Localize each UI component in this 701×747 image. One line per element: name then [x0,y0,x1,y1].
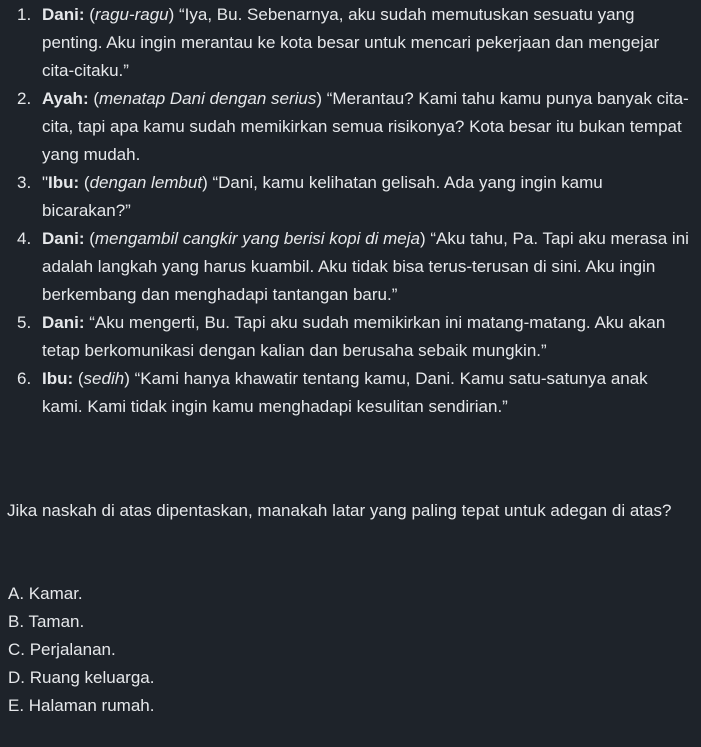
dialogue-text: “Merantau? Kami tahu kamu punya banyak cita-cita, tapi apa kamu sudah memikirkan semua risikonya? Kota besar itu bukan tempat yang mudah. [42,89,689,164]
option-d[interactable]: D. Ruang keluarga. [8,668,155,687]
dialogue-text: “Iya, Bu. Sebenarnya, aku sudah memutuskan sesuatu yang penting. Aku ingin merantau ke kota besar untuk mencari pekerjaan dan mengejar cita-citaku.” [42,5,660,80]
stage-direction: mengambil cangkir yang berisi kopi di meja [94,229,420,248]
dialogue-line-3 [0,169,690,225]
direction-open: ( [79,173,90,192]
speaker-name: Dani: [42,313,85,332]
direction-open: ( [73,369,84,388]
direction-close: ) [168,5,179,24]
dialogue-text: “Aku mengerti, Bu. Tapi aku sudah memikirkan ini matang-matang. Aku akan tetap berkomunikasi dengan kalian dan berusaha sebaik mungkin.” [42,313,666,360]
dialogue-line-6 [0,365,690,421]
dialogue-line-1 [0,1,690,85]
line-number: 2. [17,89,32,108]
line-number: 1. [17,5,32,24]
direction-open: ( [84,5,95,24]
stage-direction: menatap Dani dengan serius [99,89,317,108]
line-number: 4. [17,229,32,248]
dialogue-line-5 [0,309,690,365]
speaker-name: Ibu: [48,173,80,192]
question-text: Jika naskah di atas dipentaskan, manakah latar yang paling tepat untuk adegan di atas? [7,501,672,520]
direction-close: ) [124,369,135,388]
dialogue-text: “Dani, kamu kelihatan gelisah. Ada yang ingin kamu bicarakan?” [42,173,603,220]
line-lead: " [42,173,49,192]
speaker-name: Dani: [42,229,85,248]
line-number: 3. [17,173,32,192]
dialogue-line-2 [0,85,690,169]
option-c[interactable]: C. Perjalanan. [8,640,116,659]
speaker-name: Ayah: [42,89,89,108]
direction-open: ( [88,89,99,108]
line-number: 5. [17,313,32,332]
direction-close: ) [316,89,327,108]
dialogue-list [0,1,690,421]
stage-direction: sedih [83,369,125,388]
line-number: 6. [17,369,32,388]
speaker-name: Dani: [42,5,85,24]
dialogue-line-4 [0,225,690,309]
direction-close: ) [202,173,213,192]
option-b[interactable]: B. Taman. [8,612,85,631]
stage-direction: ragu-ragu [94,5,169,24]
direction-close: ) [419,229,431,248]
answer-options [8,580,154,720]
option-e[interactable]: E. Halaman rumah. [8,696,155,715]
dialogue-text: “Aku tahu, Pa. Tapi aku merasa ini adalah langkah yang harus kuambil. Aku tidak bisa terus-terusan di sini. Aku ingin berkembang dan menghadapi tantangan baru.” [42,229,689,304]
direction-open: ( [84,229,95,248]
option-a[interactable]: A. Kamar. [8,584,83,603]
speaker-name: Ibu: [42,369,74,388]
dialogue-text: “Kami hanya khawatir tentang kamu, Dani. Kamu satu-satunya anak kami. Kami tidak ingin kamu menghadapi kesulitan sendirian.” [42,369,648,416]
stage-direction: dengan lembut [89,173,203,192]
